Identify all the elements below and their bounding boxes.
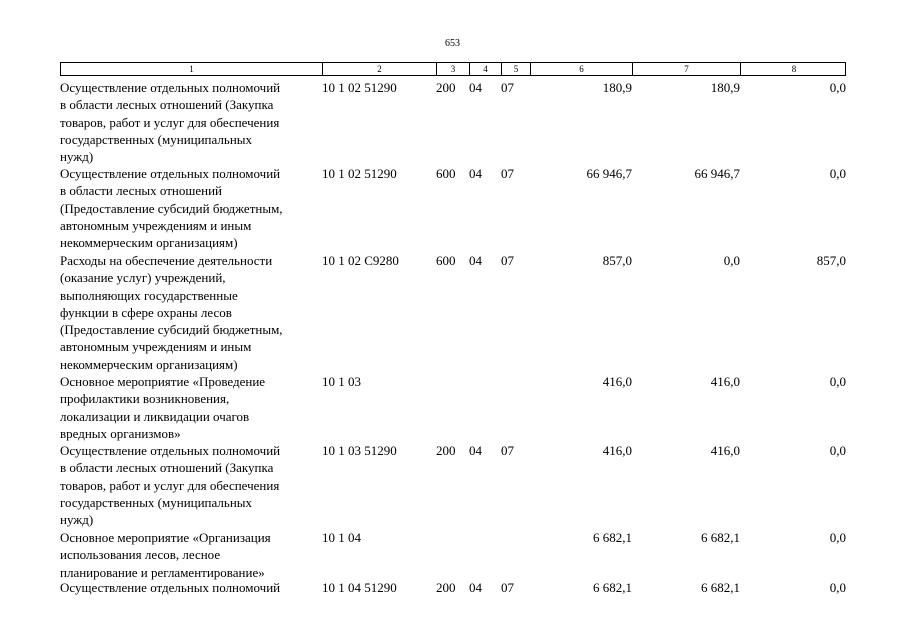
row-col-3: 200	[436, 443, 456, 458]
row-col-8: 0,0	[829, 374, 846, 389]
header-col-7: 7	[633, 63, 741, 75]
description-line: вредных организмов»	[60, 425, 181, 441]
row-col-7: 0,0	[723, 253, 740, 268]
description-line: Основное мероприятие «Проведение	[60, 374, 266, 389]
row-col-7: 416,0	[710, 374, 740, 389]
row-col-6: 180,9	[602, 80, 632, 95]
page-number: 653	[445, 38, 460, 49]
row-col-6: 66 946,7	[586, 166, 632, 181]
description-line: товаров, работ и услуг для обеспечения	[60, 114, 280, 130]
row-code: 10 1 04	[322, 530, 361, 545]
header-col-1: 1	[61, 63, 323, 75]
description-line: Осуществление отдельных полномочий	[60, 443, 281, 458]
row-col-4: 04	[469, 580, 482, 595]
row-col-8: 0,0	[829, 580, 846, 595]
description-line: нужд)	[60, 512, 94, 528]
row-description	[60, 373, 322, 442]
row-col-8: 0,0	[829, 80, 846, 95]
row-col-3: 200	[436, 80, 456, 95]
row-col-8: 0,0	[829, 166, 846, 181]
description-line: Осуществление отдельных полномочий	[60, 80, 281, 95]
description-line: в области лесных отношений (Закупка	[60, 97, 274, 113]
header-col-6: 6	[531, 63, 633, 75]
row-code: 10 1 02 51290	[322, 166, 397, 181]
description-line: автономным учреждениям и иным	[60, 217, 252, 233]
row-col-6: 6 682,1	[593, 530, 632, 545]
row-col-7: 6 682,1	[701, 530, 740, 545]
row-col-5: 07	[501, 253, 514, 268]
row-col-6: 857,0	[602, 253, 632, 268]
header-col-8: 8	[791, 64, 797, 74]
description-line: Расходы на обеспечение деятельности	[60, 253, 273, 268]
description-line: локализации и ликвидации очагов	[60, 408, 250, 424]
description-line: Осуществление отдельных полномочий	[60, 580, 281, 595]
description-line: профилактики возникновения,	[60, 391, 230, 407]
description-line: (Предоставление субсидий бюджетным,	[60, 200, 283, 216]
row-code: 10 1 04 51290	[322, 580, 397, 595]
row-col-4: 04	[469, 166, 482, 181]
row-description	[60, 165, 322, 251]
description-line: в области лесных отношений	[60, 183, 223, 199]
header-col-4: 4	[470, 63, 502, 75]
description-line: (оказание услуг) учреждений,	[60, 270, 226, 286]
row-code: 10 1 03	[322, 374, 361, 389]
row-col-3: 200	[436, 580, 456, 595]
row-col-6: 416,0	[602, 443, 632, 458]
row-col-6: 6 682,1	[593, 580, 632, 595]
description-line: Основное мероприятие «Организация	[60, 530, 271, 545]
description-line: автономным учреждениям и иным	[60, 339, 252, 355]
description-line: выполняющих государственные	[60, 287, 238, 303]
row-col-5: 07	[501, 80, 514, 95]
row-col-7: 66 946,7	[694, 166, 740, 181]
row-code: 10 1 03 51290	[322, 443, 397, 458]
row-col-5: 07	[501, 443, 514, 458]
description-line: некоммерческим организациям)	[60, 356, 238, 372]
description-line: (Предоставление субсидий бюджетным,	[60, 322, 283, 338]
header-col-2: 2	[323, 63, 437, 75]
row-col-8: 0,0	[829, 530, 846, 545]
row-description	[60, 579, 322, 596]
description-line: государственных (муниципальных	[60, 494, 253, 510]
row-description	[60, 252, 322, 373]
row-col-4: 04	[469, 80, 482, 95]
row-col-4: 04	[469, 443, 482, 458]
table-header	[60, 62, 846, 76]
description-line: некоммерческим организациям)	[60, 235, 238, 251]
header-col-3: 3	[437, 63, 470, 75]
description-line: функции в сфере охраны лесов	[60, 304, 232, 320]
description-line: Осуществление отдельных полномочий	[60, 166, 281, 181]
row-col-5: 07	[501, 166, 514, 181]
row-description	[60, 79, 322, 165]
row-code: 10 1 02 С9280	[322, 253, 399, 268]
row-col-5: 07	[501, 580, 514, 595]
row-col-7: 416,0	[710, 443, 740, 458]
description-line: планирование и регламентирование»	[60, 564, 265, 580]
description-line: использования лесов, лесное	[60, 547, 221, 563]
row-col-8: 0,0	[829, 443, 846, 458]
row-col-3: 600	[436, 166, 456, 181]
row-col-3: 600	[436, 253, 456, 268]
description-line: нужд)	[60, 149, 94, 165]
row-col-7: 6 682,1	[701, 580, 740, 595]
row-col-8: 857,0	[816, 253, 846, 268]
description-line: товаров, работ и услуг для обеспечения	[60, 477, 280, 493]
row-code: 10 1 02 51290	[322, 80, 397, 95]
row-description	[60, 442, 322, 528]
header-col-5: 5	[502, 63, 531, 75]
row-col-7: 180,9	[710, 80, 740, 95]
description-line: в области лесных отношений (Закупка	[60, 460, 274, 476]
row-description	[60, 529, 322, 581]
row-col-6: 416,0	[602, 374, 632, 389]
description-line: государственных (муниципальных	[60, 131, 253, 147]
row-col-4: 04	[469, 253, 482, 268]
